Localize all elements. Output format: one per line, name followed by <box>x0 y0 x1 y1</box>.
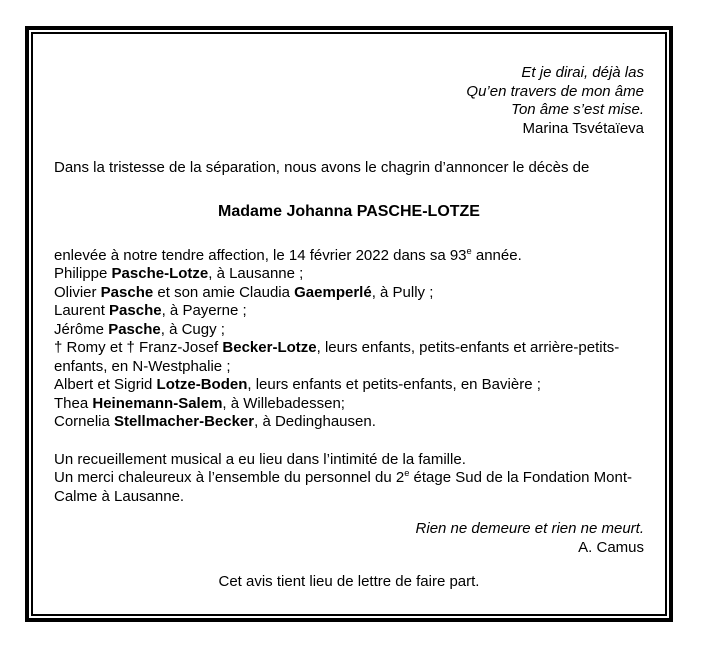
closing-quote <box>54 520 644 557</box>
family-line: Laurent Pasche, à Payerne ; <box>54 302 247 319</box>
memorial-note: Un recueillement musical a eu lieu dans l’intimité de la famille. <box>54 450 466 468</box>
family-list <box>54 265 644 432</box>
notes <box>54 451 644 507</box>
deceased-name: Madame Johanna PASCHE-LOTZE <box>218 202 480 220</box>
death-line: enlevée à notre tendre affection, le 14 février 2022 dans sa 93e année. <box>54 245 522 264</box>
family-line: Albert et Sigrid Lotze-Boden, leurs enfants et petits-enfants, en Bavière ; <box>54 376 541 393</box>
announcement-frame <box>25 26 673 622</box>
family-line: Jérôme Pasche, à Cugy ; <box>54 320 225 338</box>
epigraph-line: Ton âme s’est mise. <box>511 101 644 118</box>
family-line: Thea Heinemann-Salem, à Willebadessen; <box>54 394 345 412</box>
family-line: Philippe Pasche-Lotze, à Lausanne ; <box>54 265 304 282</box>
epigraph-attribution: Marina Tsvétaïeva <box>522 119 644 137</box>
thanks-note: Un merci chaleureux à l’ensemble du personnel du 2e étage Sud de la Fondation Mont-Calme à Lausanne. <box>54 468 633 505</box>
announcement-card <box>31 32 667 616</box>
epigraph-line: Et je dirai, déjà las <box>521 64 644 81</box>
closing-quote-attribution: A. Camus <box>578 538 644 556</box>
epigraph-line: Qu’en travers de mon âme <box>466 82 644 100</box>
closing-quote-line: Rien ne demeure et rien ne meurt. <box>415 520 644 537</box>
intro-line: Dans la tristesse de la séparation, nous avons le chagrin d’annoncer le décès de <box>54 159 590 176</box>
family-line: † Romy et † Franz-Josef Becker-Lotze, leurs enfants, petits-enfants et arrière-petits-enfants, en N-Westphalie ; <box>54 339 620 375</box>
family-line: Olivier Pasche et son amie Claudia Gaemperlé, à Pully ; <box>54 283 434 301</box>
footer-line: Cet avis tient lieu de lettre de faire part. <box>218 573 480 590</box>
family-line: Cornelia Stellmacher-Becker, à Dedinghausen. <box>54 413 376 430</box>
epigraph <box>54 64 644 138</box>
